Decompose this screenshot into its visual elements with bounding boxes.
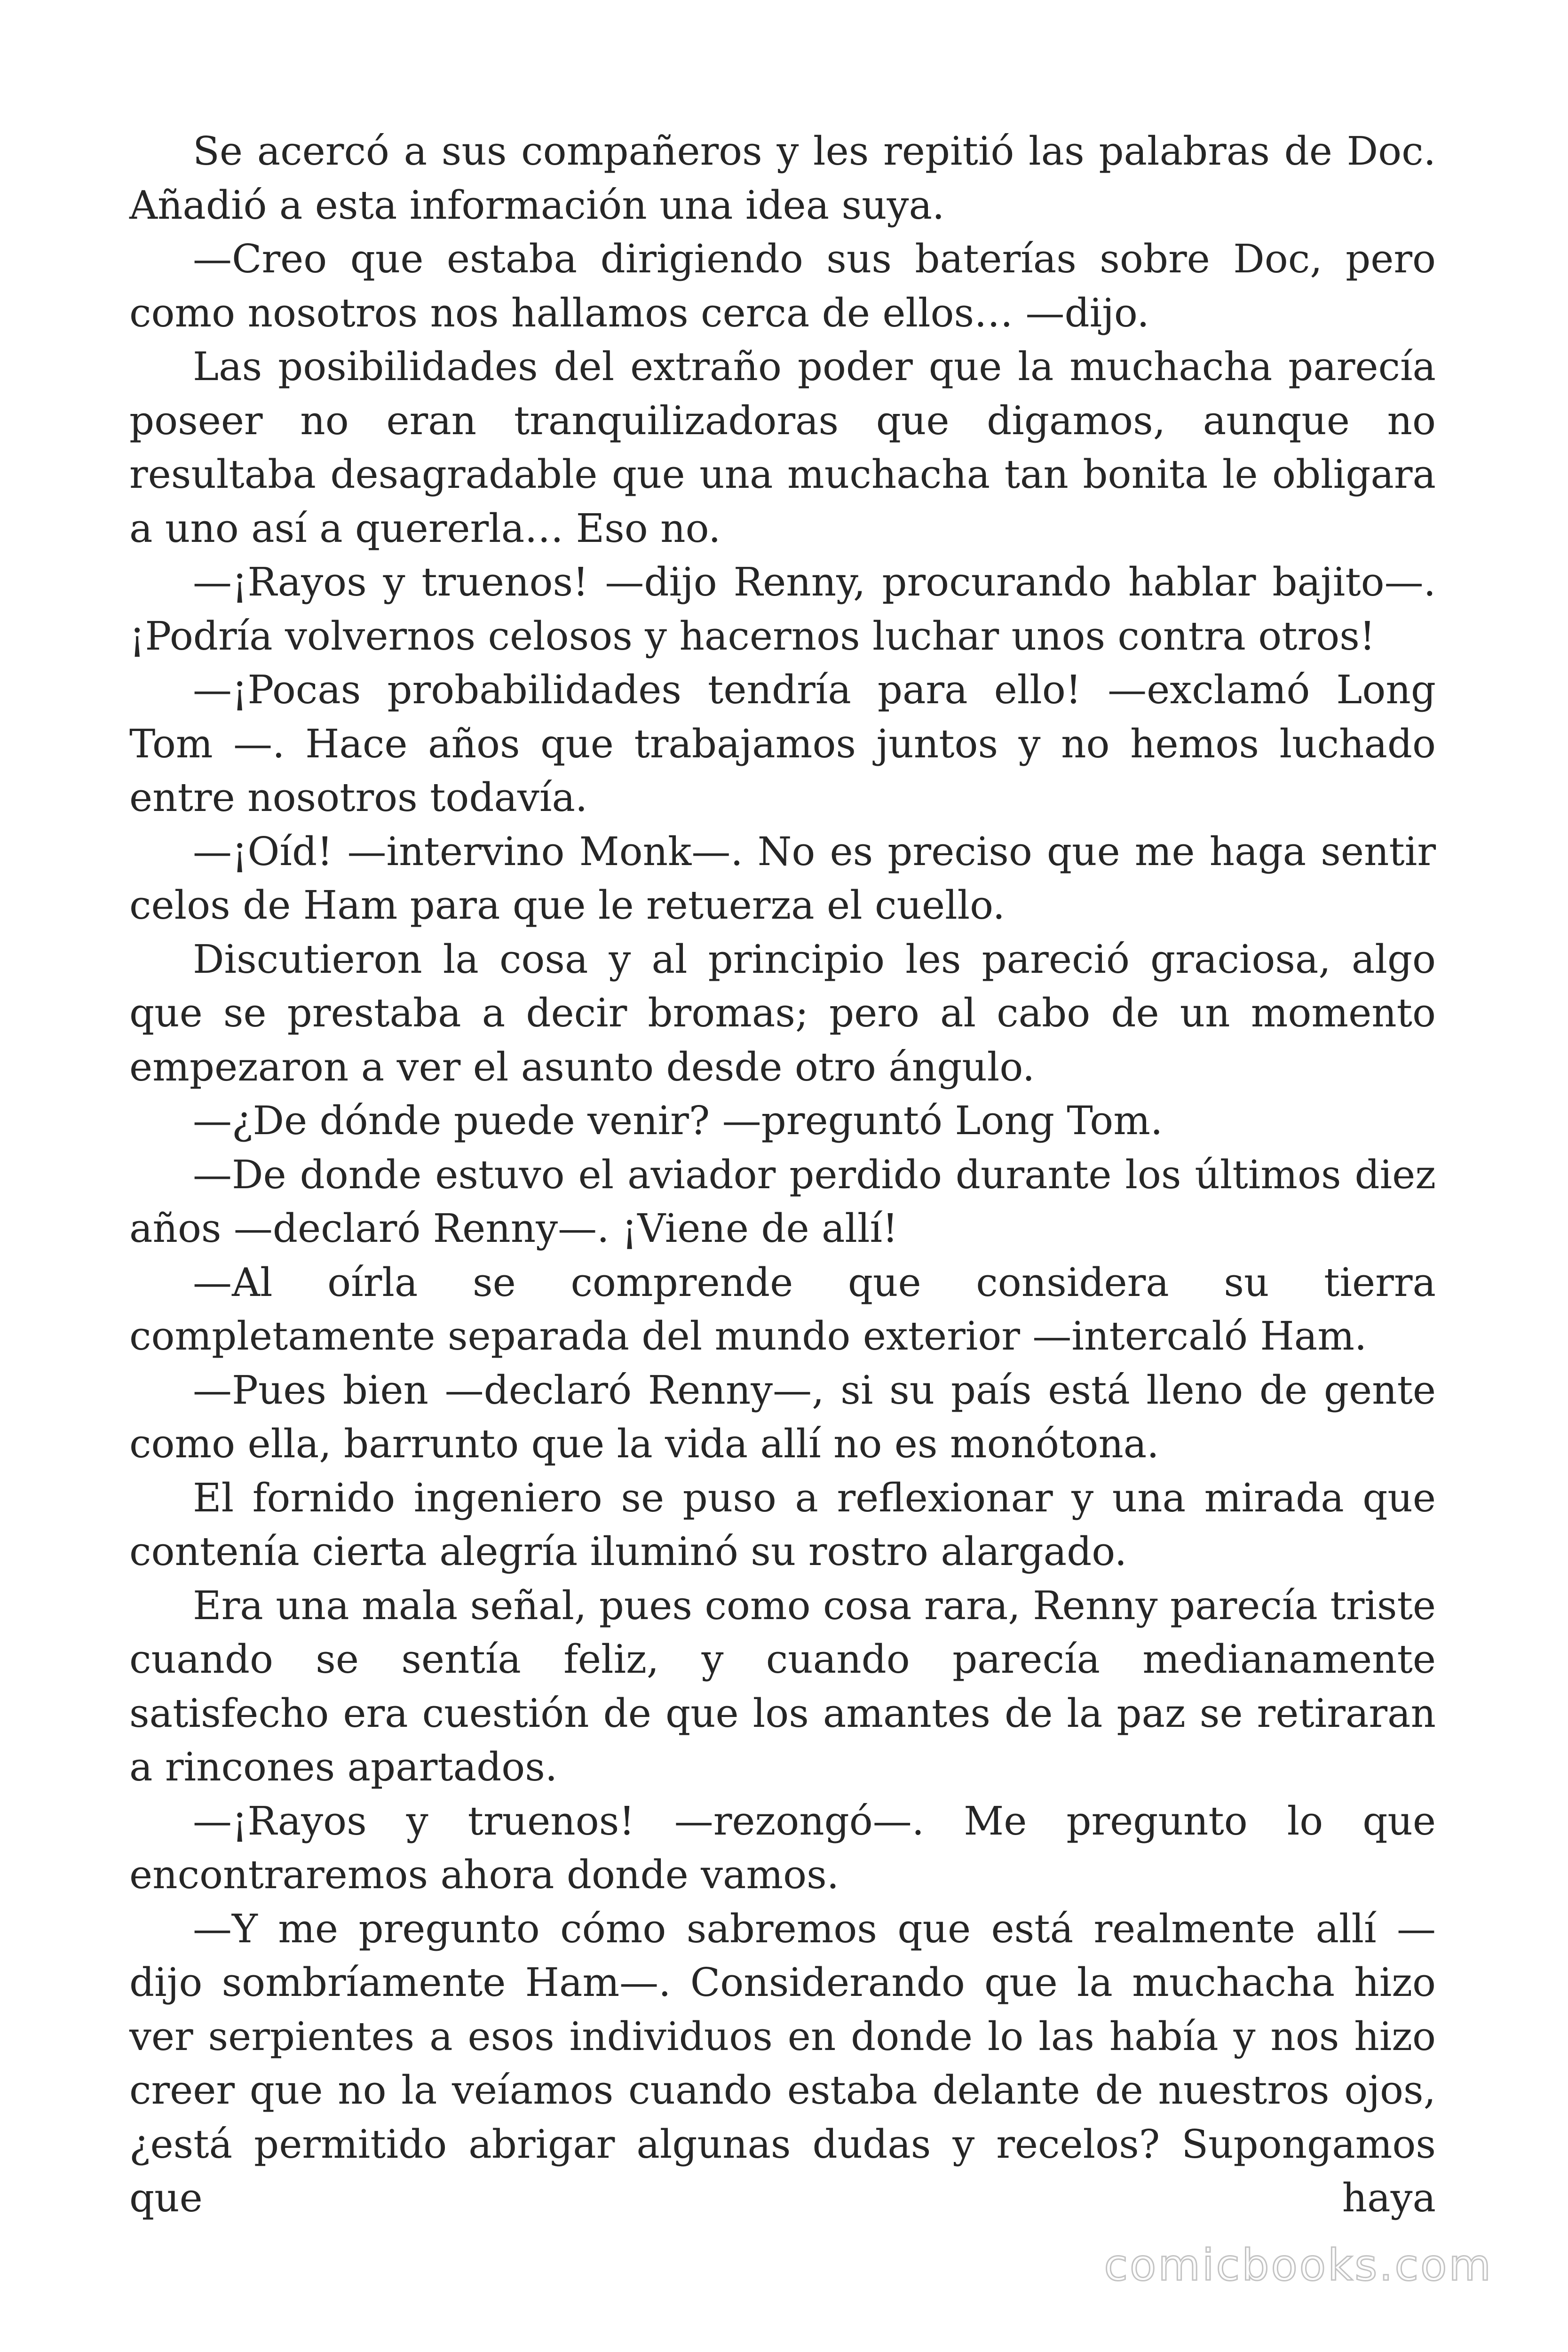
paragraph: —¡Rayos y truenos! —dijo Renny, procurando hablar bajito—. ¡Podría volvernos celosos y hacernos luchar unos contra otros!	[129, 559, 1436, 659]
paragraph: Se acercó a sus compañeros y les repitió las palabras de Doc. Añadió a esta información una idea suya.	[129, 128, 1436, 228]
paragraph: El fornido ingeniero se puso a reflexionar y una mirada que contenía cierta alegría iluminó su rostro alargado.	[129, 1475, 1436, 1574]
paragraph: —Creo que estaba dirigiendo sus baterías sobre Doc, pero como nosotros nos hallamos cerca de ellos… —dijo.	[129, 236, 1436, 336]
paragraph: Las posibilidades del extraño poder que la muchacha parecía poseer no eran tranquilizadoras que digamos, aunque no resultaba desagradable que una muchacha tan bonita le obligara a uno así a quererla… Eso no.	[129, 344, 1436, 551]
paragraph: —Al oírla se comprende que considera su tierra completamente separada del mundo exterior —intercaló Ham.	[129, 1259, 1436, 1359]
paragraph: —¡Pocas probabilidades tendría para ello! —exclamó Long Tom —. Hace años que trabajamos juntos y no hemos luchado entre nosotros todavía.	[129, 667, 1436, 820]
paragraph: —¡Rayos y truenos! —rezongó—. Me pregunto lo que encontraremos ahora donde vamos.	[129, 1798, 1436, 1898]
site-watermark: comicbooks.com	[1104, 2240, 1493, 2290]
paragraph: —¿De dónde puede venir? —preguntó Long Tom.	[193, 1098, 1163, 1144]
paragraph: —De donde estuvo el aviador perdido durante los últimos diez años —declaró Renny—. ¡Viene de allí!	[129, 1152, 1436, 1251]
page-body-text	[129, 125, 1436, 2225]
paragraph-continued: —Y me pregunto cómo sabremos que está realmente allí —dijo sombríamente Ham—. Considerando que la muchacha hizo ver serpientes a esos individuos en donde lo las había y nos hizo creer que no la veíamos cuando estaba delante de nuestros ojos, ¿está permitido abrigar algunas dudas y recelos? Supongamos que haya	[129, 1906, 1436, 2221]
paragraph: —¡Oíd! —intervino Monk—. No es preciso que me haga sentir celos de Ham para que le retuerza el cuello.	[129, 828, 1436, 928]
paragraph: —Pues bien —declaró Renny—, si su país está lleno de gente como ella, barrunto que la vida allí no es monótona.	[129, 1367, 1436, 1467]
paragraph: Era una mala señal, pues como cosa rara, Renny parecía triste cuando se sentía feliz, y cuando parecía medianamente satisfecho era cuestión de que los amantes de la paz se retiraran a rincones apartados.	[129, 1582, 1436, 1790]
paragraph: Discutieron la cosa y al principio les pareció graciosa, algo que se prestaba a decir bromas; pero al cabo de un momento empezaron a ver el asunto desde otro ángulo.	[129, 936, 1436, 1090]
